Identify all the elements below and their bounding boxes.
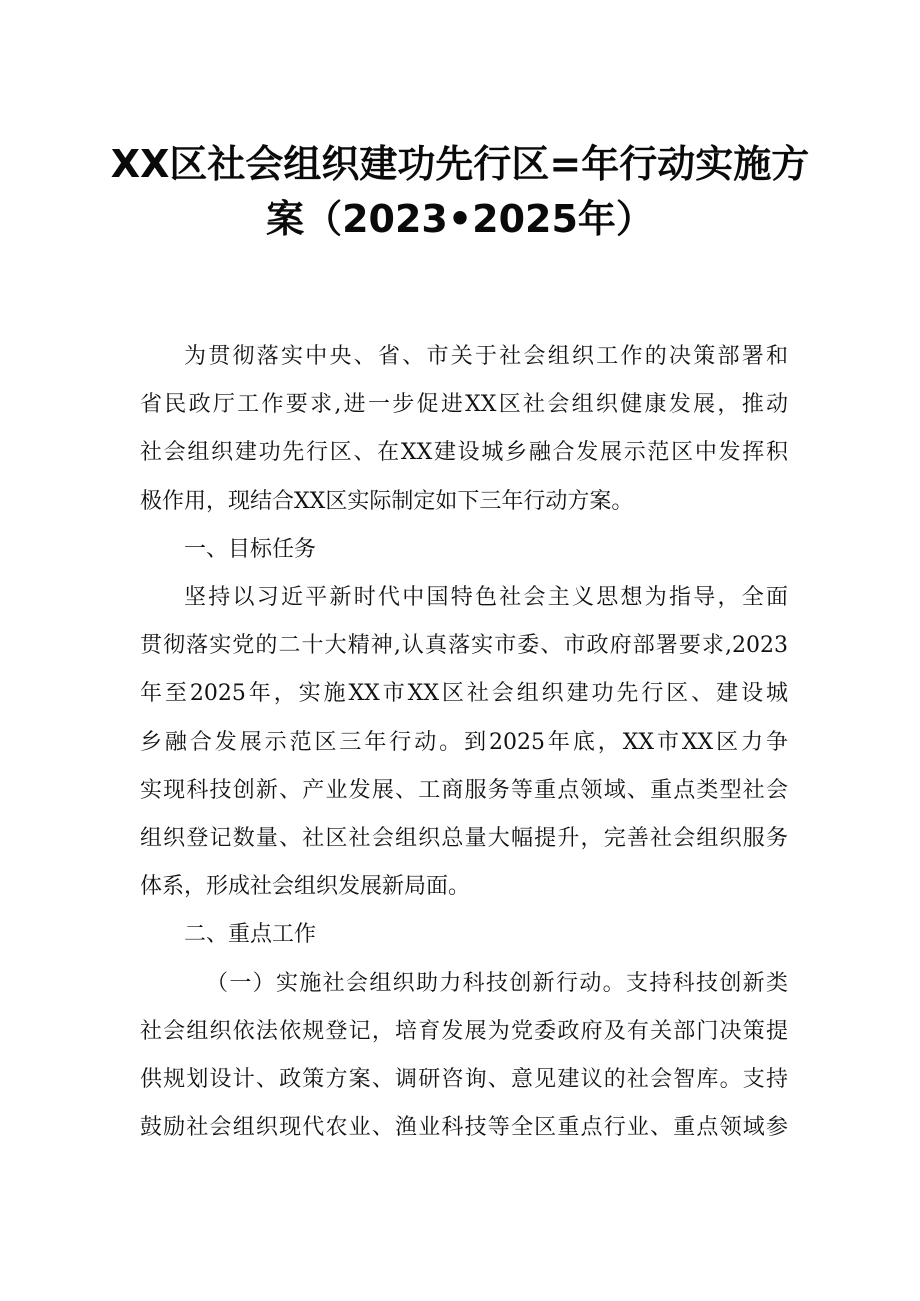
goals-line-1: 坚持以习近平新时代中国特色社会主义思想为指导，全面 [184,585,788,611]
goals-line-5: 实现科技创新、产业发展、工商服务等重点领域、重点类型社会 [140,777,788,803]
section-heading-goals: 一、目标任务 [184,536,317,562]
intro-line-4: 极作用，现结合XX区实际制定如下三年行动方案。 [140,488,634,514]
goals-line-7: 体系，形成社会组织发展新局面。 [140,874,471,900]
document-body [140,333,788,1152]
goals-line-2: 贯彻落实党的二十大精神,认真落实市委、市政府部署要求,2023 [140,633,788,659]
intro-line-2: 省民政厅工作要求,进一步促进XX区社会组织健康发展，推动 [140,392,788,418]
intro-line-1: 为贯彻落实中央、省、市关于社会组织工作的决策部署和 [184,344,788,369]
document-title-line-1: XX区社会组织建功先行区=年行动实施方 [110,142,810,186]
item-1-line-1: （一）实施社会组织助力科技创新行动。支持科技创新类 [206,970,788,996]
item-1-line-3: 供规划设计、政策方案、调研咨询、意见建议的社会智库。支持 [140,1067,788,1093]
goals-line-4: 乡融合发展示范区三年行动。到2025年底，XX市XX区力争 [140,729,788,755]
item-1-line-2: 社会组织依法依规登记，培育发展为党委政府及有关部门决策提 [140,1018,788,1044]
goals-line-6: 组织登记数量、社区社会组织总量大幅提升，完善社会组织服务 [140,826,788,852]
document-title-line-2: 案（2023•2025年） [266,197,654,241]
item-1-line-4: 鼓励社会组织现代农业、渔业科技等全区重点行业、重点领域参 [140,1115,788,1141]
goals-line-3: 年至2025年，实施XX市XX区社会组织建功先行区、建设城 [140,681,788,707]
section-heading-key-work: 二、重点工作 [184,922,317,948]
intro-line-3: 社会组织建功先行区、在XX建设城乡融合发展示范区中发挥积 [140,440,788,466]
